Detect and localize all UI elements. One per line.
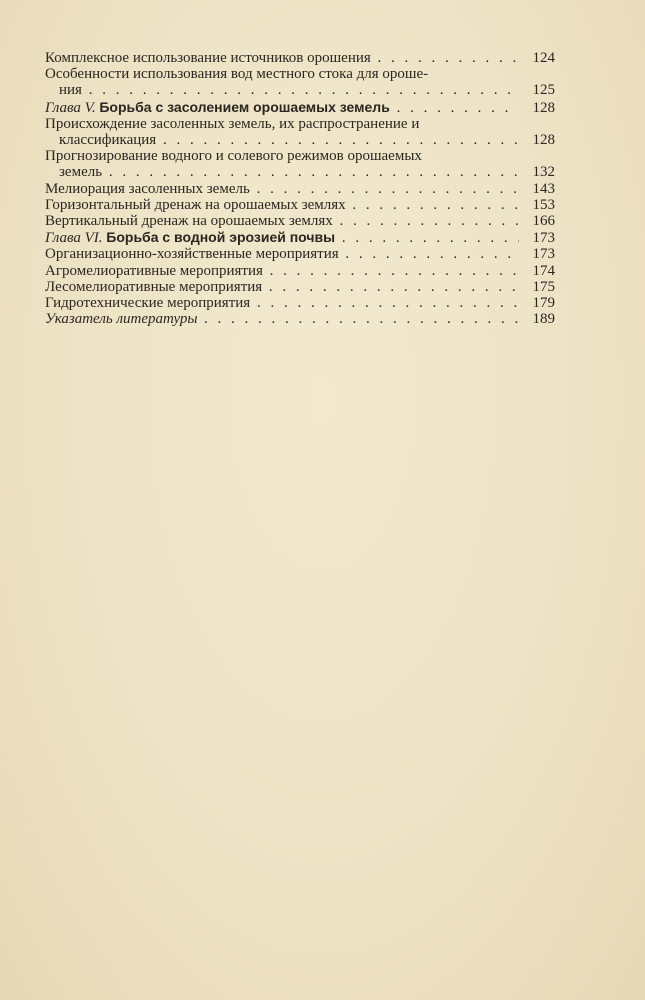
toc-entry: [45, 148, 555, 180]
toc-entry-title: Комплексное использование источников орошения . . .: [45, 50, 519, 66]
toc-page-number: 189: [532, 311, 555, 328]
toc-page-number: 174: [532, 262, 555, 279]
toc-entry-title-line2: ния . . .: [45, 82, 519, 98]
toc-entry: [45, 50, 555, 66]
toc-page-number: 173: [532, 246, 555, 263]
toc-page-number: 125: [532, 82, 555, 99]
toc-page-number: 173: [532, 230, 555, 247]
chapter-label: Глава VI.: [45, 230, 103, 247]
toc-entry: [45, 116, 555, 148]
toc-entry: [45, 246, 555, 262]
toc-entry-title: Лесомелиоративные мероприятия . . .: [45, 279, 519, 295]
toc-entry: [45, 197, 555, 213]
toc-entry-title: Указатель литературы . . .: [45, 311, 519, 327]
toc-entry-title: Мелиорация засоленных земель . . .: [45, 181, 519, 197]
toc-chapter-entry: [45, 229, 555, 246]
toc-entry-title-line1: Прогнозирование водного и солевого режимов орошаемых: [45, 148, 422, 165]
toc-page-number: 128: [532, 132, 555, 149]
toc-entry-title: Организационно-хозяйственные мероприятия . . .: [45, 246, 519, 262]
toc-entry-title: Гидротехнические мероприятия . . .: [45, 295, 519, 311]
toc-entry: [45, 295, 555, 311]
chapter-label: Глава V.: [45, 99, 96, 116]
toc-entry: [45, 263, 555, 279]
toc-chapter-entry: [45, 99, 555, 116]
toc-entry-title: Вертикальный дренаж на орошаемых землях . . .: [45, 213, 519, 229]
toc-page-number: 166: [532, 213, 555, 230]
chapter-title: Борьба с засолением орошаемых земель: [99, 98, 390, 115]
toc-entry-title-line1: Особенности использования вод местного стока для ороше-: [45, 66, 429, 83]
toc-entry: [45, 311, 555, 327]
toc-entry: [45, 279, 555, 295]
toc-entry: [45, 66, 555, 98]
table-of-contents: [45, 50, 555, 327]
toc-entry-title-line2: земель . . .: [45, 164, 519, 180]
toc-entry-title: Горизонтальный дренаж на орошаемых землях . . .: [45, 197, 519, 213]
toc-entry: [45, 181, 555, 197]
toc-page-number: 179: [532, 295, 555, 312]
toc-entry-title: Агромелиоративные мероприятия . . .: [45, 263, 519, 279]
toc-page-number: 153: [532, 196, 555, 213]
toc-entry-title-line1: Происхождение засоленных земель, их распространение и: [45, 115, 420, 132]
toc-page-number: 132: [532, 164, 555, 181]
toc-page-number: 124: [532, 50, 555, 66]
toc-page-number: 143: [532, 180, 555, 197]
chapter-title: Борьба с водной эрозией почвы: [106, 229, 336, 246]
toc-entry: [45, 213, 555, 229]
toc-page-number: 128: [532, 99, 555, 116]
toc-entry-title-line2: классификация . . .: [45, 132, 519, 148]
toc-page-number: 175: [532, 278, 555, 295]
